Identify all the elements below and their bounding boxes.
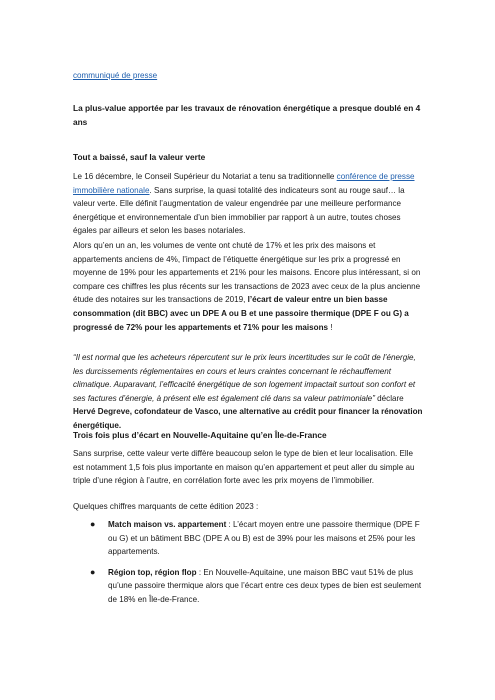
section1-paragraph-1 <box>73 170 425 238</box>
p2-text-a: Alors qu’en un an, les volumes de vente ont chuté de 17% et les prix des maisons et appartements anciens de 4%, l’impact de l’étiquette énergétique sur les prix a progressé en moyenne de 19% pour les appartements et 21% pour les maisons. Encore plus intéressant, si on compare ces chiffres les plus récents sur les transactions de 2023 avec ceux de la plus ancienne étude des notaires sur les transactions de 2019, <box>73 241 421 305</box>
press-release-link[interactable]: communiqué de presse <box>73 71 158 80</box>
section2-heading: Trois fois plus d’écart en Nouvelle-Aquitaine qu’en Île-de-France <box>73 430 327 440</box>
p1-text-a: Le 16 décembre, le Conseil Supérieur du Notariat a tenu sa traditionnelle <box>73 172 337 181</box>
list-item <box>73 566 425 607</box>
p1-text-b: . Sans surprise, la quasi totalité des indicateurs sont au rouge sauf… la valeur verte. Elle définit l’augmentation de valeur engendrée par une meilleure performance énergétique et environnementale d’un bien immobilier par rapport à un autre, toutes choses égales par ailleurs et selon les bases notariales. <box>73 185 405 236</box>
bullet-label: Région top, région flop <box>108 567 197 577</box>
p2-text-c: ! <box>328 322 333 332</box>
conference-link[interactable]: conférence de presse immobilière nationale <box>73 172 415 195</box>
section2-paragraph-1: Sans surprise, cette valeur verte diffère beaucoup selon le type de bien et leur localisation. Elle est notamment 1,5 fois plus importante en maison qu’en appartement et peut aller du simple au triple d’une région à l’autre, en corrélation forte avec les prix moyens de l’immobilier. <box>73 449 415 486</box>
quote-paragraph <box>73 351 425 433</box>
quote-declare: déclare <box>374 393 404 403</box>
section1-paragraph-2 <box>73 239 425 334</box>
quote-text: “Il est normal que les acheteurs répercutent sur le prix leurs incertitudes sur le coût de l’énergie, les durcissements réglementaires en cours et leurs craintes concernant le réchauffement climatique. Auparavant, l’efficacité énergétique de son logement impactait surtout son confort et ses factures d’énergie, à présent elle est également clé dans sa valeur patrimoniale” <box>73 353 416 403</box>
section1-heading: Tout a baissé, sauf la valeur verte <box>73 152 206 162</box>
bullet-icon: ● <box>90 566 96 577</box>
key-figures-list <box>73 518 425 614</box>
document-title: La plus-value apportée par les travaux de rénovation énergétique a presque doublé en 4 ans <box>73 103 421 127</box>
press-release-header <box>73 69 425 83</box>
bullet-text: : En Nouvelle-Aquitaine, une maison BBC vaut 51% de plus qu’une passoire thermique alors que l’écart entre ces deux types de bien est seulement de 18% en Île-de-France. <box>108 567 422 604</box>
quote-author: Hervé Degreve, cofondateur de Vasco, une alternative au crédit pour financer la rénovation énergétique. <box>73 407 423 430</box>
p2-bold: l’écart de valeur entre un bien basse consommation (dit BBC) avec un DPE A ou B et une passoire thermique (DPE F ou G) a progressé de 72% pour les appartements et 71% pour les maisons <box>73 295 409 332</box>
bullet-text: : L’écart moyen entre une passoire thermique (DPE F ou G) et un bâtiment BBC (DPE A ou B) est de 39% pour les maisons et 25% pour les appartements. <box>108 520 420 557</box>
section2-paragraph-2: Quelques chiffres marquants de cette édition 2023 : <box>73 502 259 511</box>
bullet-label: Match maison vs. appartement <box>108 520 227 529</box>
bullet-icon: ● <box>90 519 96 529</box>
list-item <box>73 518 425 559</box>
